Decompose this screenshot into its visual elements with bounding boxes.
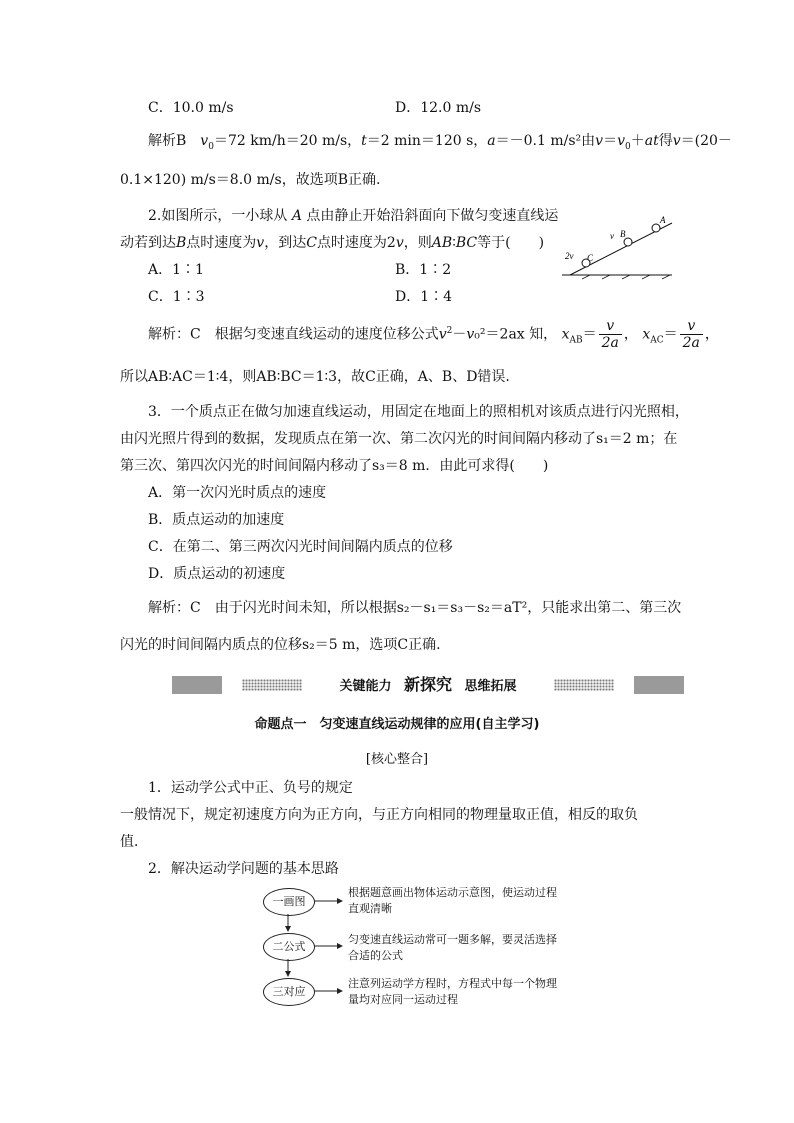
ball-b <box>624 238 632 246</box>
flow-step-1: 一画图 <box>263 888 315 916</box>
banner-center <box>222 676 634 694</box>
section-title: 命题点一 匀变速直线运动规律的应用(自主学习) <box>254 717 540 732</box>
q3-solution-line2: 闪光的时间间隔内质点的位移s₂＝5 m，选项C正确. <box>120 637 441 653</box>
item1-body-line2: 值． <box>120 834 148 850</box>
q3-stem-line2: 由闪光照片得到的数据，发现质点在第一次、第二次闪光的时间间隔内移动了s₁＝2 m；在 <box>120 431 678 447</box>
q1-solution-line2: 0.1×120) m/s＝8.0 m/s，故选项B正确. <box>120 172 381 188</box>
flow-step-2: 二公式 <box>263 933 315 961</box>
q1-solution-line1: 解析B $v_0=72$ km/h＝20 m/s，t＝2 min＝120 s，a＝－0.1 m/s²由$v=v_0+at$得v＝(20－ <box>148 133 732 152</box>
q2-stem-line2: 动若到达B点时速度为v，到达C点时速度为2v，则AB∶BC等于( ) <box>120 235 545 251</box>
label-b: B <box>620 229 626 239</box>
banner-part1: 关键能力 <box>339 679 392 694</box>
q1-option-d: D．12.0 m/s <box>395 100 482 116</box>
q2-option-c: C．1∶3 <box>148 289 205 305</box>
banner-dots-left <box>242 679 302 691</box>
q3-option-a: A．第一次闪光时质点的速度 <box>148 485 327 501</box>
incline-hatching <box>582 275 670 279</box>
banner-part2: 新探究 <box>403 675 452 694</box>
label-a: A <box>660 215 666 225</box>
item2-title: 2．解决运动学问题的基本思路 <box>148 861 339 877</box>
section-subtitle: [核心整合] <box>365 752 429 767</box>
flow-desc-2: 匀变速直线运动常可一题多解，要灵活选择合适的公式 <box>348 933 557 962</box>
q2-solution-line2: 所以AB∶AC＝1∶4，则AB∶BC＝1∶3，故C正确，A、B、D错误. <box>120 369 510 385</box>
frac-ab: $\frac{v}{2a}$ <box>599 318 622 351</box>
q1-option-c: C．10.0 m/s <box>148 100 234 116</box>
q2-option-d: D．1∶4 <box>395 289 453 305</box>
banner-part3: 思维拓展 <box>464 679 517 694</box>
incline-figure <box>560 215 680 280</box>
frac-ac: $\frac{v}{2a}$ <box>680 318 703 351</box>
ball-a <box>652 224 660 232</box>
flow-desc-3: 注意列运动学方程时，方程式中每一个物理量均对应同一运动过程 <box>348 977 557 1006</box>
flow-desc-1: 根据题意画出物体运动示意图，使运动过程直观清晰 <box>348 886 557 915</box>
q2-option-a: A．1∶1 <box>148 262 204 278</box>
banner-dots-right <box>554 679 614 691</box>
label-v: v <box>610 231 614 241</box>
q3-option-c: C．在第二、第三两次闪光时间间隔内质点的位移 <box>148 539 453 555</box>
q3-option-b: B．质点运动的加速度 <box>148 512 285 528</box>
q3-stem-line1: 3．一个质点正在做匀加速直线运动，用固定在地面上的照相机对该质点进行闪光照相， <box>148 404 689 420</box>
item1-title: 1．运动学公式中正、负号的规定 <box>148 780 353 796</box>
q3-solution-line1: 解析：C 由于闪光时间未知，所以根据s₂－s₁＝s₃－s₂＝aT²，只能求出第二、第三次 <box>148 600 682 616</box>
item1-body-line1: 一般情况下，规定初速度方向为正方向，与正方向相同的物理量取正值，相反的取负 <box>120 807 638 823</box>
label-c: C <box>587 253 594 263</box>
q3-option-d: D．质点运动的初速度 <box>148 566 286 582</box>
label-2v: 2v <box>565 251 574 261</box>
section-banner <box>172 676 684 694</box>
flow-step-3: 三对应 <box>263 978 315 1006</box>
q3-stem-line3: 第三次、第四次闪光的时间间隔内移动了s₃＝8 m．由此可求得( ) <box>120 458 549 474</box>
q2-stem-line1: 2.如图所示，一小球从 A 点由静止开始沿斜面向下做匀变速直线运 <box>148 208 559 224</box>
q2-solution-line1: 解析：C 根据匀变速直线运动的速度位移公式$v^2-v_0^2=2ax$ 知， $x_{AB}=$ $\frac{v}{2a}$ ， $x_{AC}=$ $\frac{v}{2a}$ ， <box>148 318 719 351</box>
q2-option-b: B．1∶2 <box>395 262 452 278</box>
